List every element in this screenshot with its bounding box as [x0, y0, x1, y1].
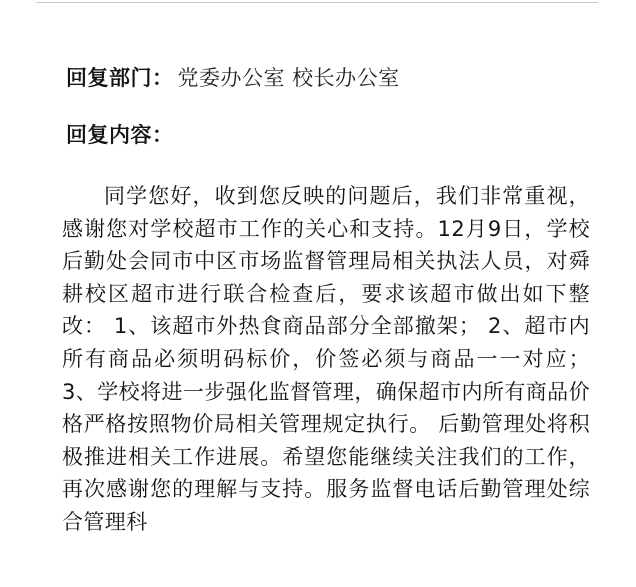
department-value: 党委办公室 校长办公室 [177, 66, 400, 90]
department-label: 回复部门： [66, 66, 174, 90]
content-label: 回复内容： [66, 123, 174, 147]
department-row [66, 63, 400, 93]
content-row [66, 120, 174, 150]
top-divider [36, 2, 598, 3]
reply-body-text: 同学您好，收到您反映的问题后，我们非常重视，感谢您对学校超市工作的关心和支持。12月9日，学校后勤处会同市中区市场监督管理局相关执法人员，对舜耕校区超市进行联合检查后，要求该超市做出如下整改： 1、该超市外热食商品部分全部撤架； 2、超市内所有商品必须明码标价，价签必须与商品一一对应； 3、学校将进一步强化监督管理，确保超市内所有商品价格严格按照物价局相关管理规定执行。 后勤管理处将积极推进相关工作进展。希望您能继续关注我们的工作，再次感谢您的理解与支持。服务监督电话后勤管理处综合管理科 [62, 184, 590, 534]
